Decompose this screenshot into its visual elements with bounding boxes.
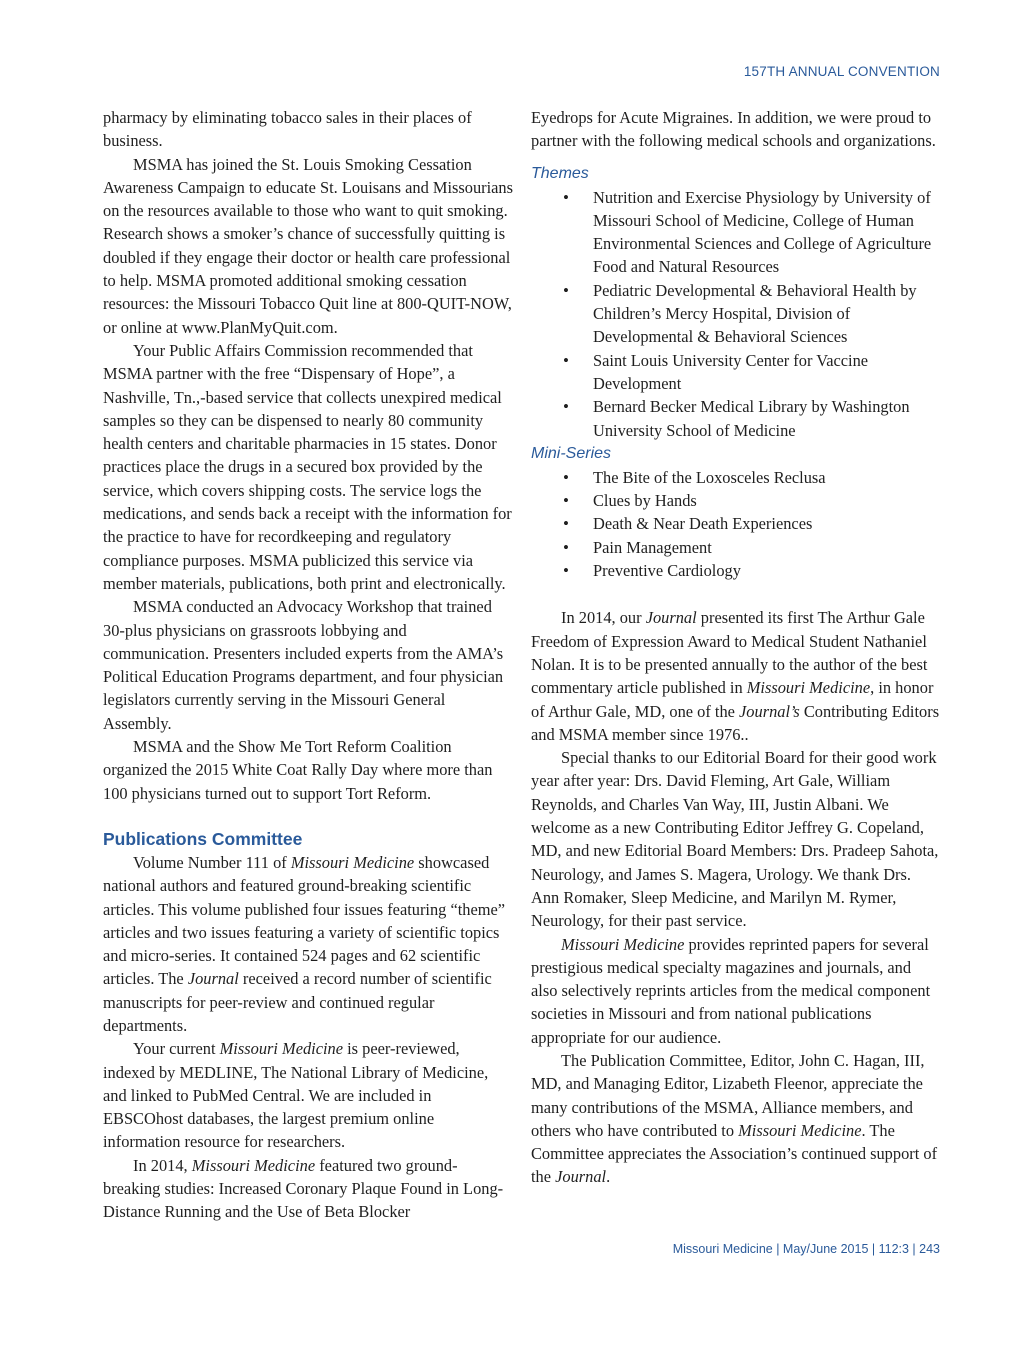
journal-title: Missouri Medicine — [219, 1039, 344, 1059]
paragraph: Volume Number 111 of Missouri Medicine showcased national authors and featured ground-breaking scientific articles. This volume published four issues featuring “theme” articles and two issues featuring a variety of scientific topics and micro-series. It contained 524 pages and 62 scientific articles. The Journal received a record number of scientific manuscripts for peer-review and continued regular departments. — [103, 852, 506, 1035]
paragraph: MSMA has joined the St. Louis Smoking Cessation Awareness Campaign to educate St. Louisans and Missourians on the resources available to those who want to quit smoking. Research shows a smoker’s chance of successfully quitting is doubled if they engage their doctor or health care professional to help. MSMA promoted additional smoking cessation resources: the Missouri Tobacco Quit line at 800-QUIT-NOW, or online at www.PlanMyQuit.com. — [103, 154, 514, 337]
mini-series-list — [531, 466, 941, 582]
journal-title: Missouri Medicine — [290, 852, 415, 872]
journal-title: Journal — [187, 969, 239, 989]
list-item: • Pediatric Developmental & Behavioral Health by Children’s Mercy Hospital, Division of Developmental & Behavioral Sciences — [531, 279, 941, 349]
list-item: • Preventive Cardiology — [531, 559, 941, 582]
journal-title: Missouri Medicine — [191, 1155, 316, 1175]
journal-title: Journal — [555, 1167, 607, 1187]
journal-title: Missouri Medicine — [746, 678, 871, 698]
right-column — [531, 106, 941, 1189]
subheading-mini-series: Mini-Series — [531, 444, 612, 462]
list-item: • Pain Management — [531, 536, 941, 559]
paragraph: Eyedrops for Acute Migraines. In addition, we were proud to partner with the following medical schools and organizations. — [531, 108, 936, 151]
page-footer: Missouri Medicine | May/June 2015 | 112:3 | 243 — [672, 1242, 940, 1256]
paragraph: In 2014, Missouri Medicine featured two ground-breaking studies: Increased Coronary Plaque Found in Long-Distance Running and the Use of Beta Blocker — [103, 1155, 504, 1222]
paragraph: pharmacy by eliminating tobacco sales in their places of business. — [103, 108, 472, 151]
paragraph: Special thanks to our Editorial Board for their good work year after year: Drs. David Fleming, Art Gale, William Reynolds, and Charles Van Way, III, Justin Albani. We welcome as a new Contributing Editor Jeffrey G. Copeland, MD, and new Editorial Board Members: Drs. Pradeep Sahota, Neurology, and James S. Magera, Urology. We thank Drs. Ann Romaker, Sleep Medicine, and Marilyn M. Rymer, Neurology, for their past service. — [531, 748, 939, 931]
journal-title: Missouri Medicine — [738, 1120, 862, 1140]
paragraph: The Publication Committee, Editor, John C. Hagan, III, MD, and Managing Editor, Lizabeth Fleenor, appreciate the many contributions of the MSMA, Alliance members, and others who have contributed to Missouri Medicine. The Committee appreciates the Association’s continued support of the Journal. — [531, 1050, 938, 1187]
list-item: • Saint Louis University Center for Vaccine Development — [531, 349, 941, 396]
list-item: • The Bite of the Loxosceles Reclusa — [531, 466, 941, 489]
paragraph: MSMA and the Show Me Tort Reform Coalition organized the 2015 White Coat Rally Day where more than 100 physicians turned out to support Tort Reform. — [103, 737, 493, 803]
paragraph: MSMA conducted an Advocacy Workshop that trained 30-plus physicians on grassroots lobbying and communication. Presenters included experts from the AMA’s Political Education Programs department, and four physician legislators currently serving in the Missouri General Assembly. — [103, 597, 504, 733]
list-item: • Nutrition and Exercise Physiology by University of Missouri School of Medicine, College of Human Environmental Sciences and College of Agriculture Food and Natural Resources — [531, 186, 941, 279]
list-item: • Clues by Hands — [531, 489, 941, 512]
paragraph: In 2014, our Journal presented its first The Arthur Gale Freedom of Expression Award to Medical Student Nathaniel Nolan. It is to be presented annually to the author of the best commentary article published in Missouri Medicine, in honor of Arthur Gale, MD, one of the Journal’s Contributing Editors and MSMA member since 1976.. — [531, 608, 940, 744]
list-item: • Death & Near Death Experiences — [531, 512, 941, 535]
journal-title: Journal’s — [739, 701, 800, 721]
journal-title: Missouri Medicine — [561, 934, 685, 954]
paragraph: Your current Missouri Medicine is peer-reviewed, indexed by MEDLINE, The National Library of Medicine, and linked to PubMed Central. We are included in EBSCOhost databases, the largest premium online information resource for researchers. — [103, 1039, 489, 1152]
themes-list — [531, 186, 941, 442]
paragraph: Your Public Affairs Commission recommended that MSMA partner with the free “Dispensary of Hope”, a Nashville, Tn.,-based service that collects unexpired medical samples so they can be dispensed to nearly 80 community health centers and charitable pharmacies in 15 states. Donor practices place the drugs in a secured box provided by the service, which covers shipping costs. The service logs the medications, and sends back a receipt with the information for the practice to have for recordkeeping and regulatory compliance purposes. MSMA publicized this service via member materials, publications, both print and electronically. — [103, 340, 512, 593]
subheading-themes: Themes — [531, 164, 589, 182]
paragraph: Missouri Medicine provides reprinted papers for several prestigious medical specialty magazines and journals, and also selectively reprints articles from the medical component societies in Missouri and from national publications appropriate for our audience. — [531, 934, 931, 1047]
list-item: • Bernard Becker Medical Library by Washington University School of Medicine — [531, 395, 941, 442]
journal-title: Journal — [645, 608, 697, 628]
left-column — [103, 106, 513, 1224]
section-heading: Publications Committee — [103, 828, 303, 849]
running-header: 157TH ANNUAL CONVENTION — [743, 64, 940, 79]
